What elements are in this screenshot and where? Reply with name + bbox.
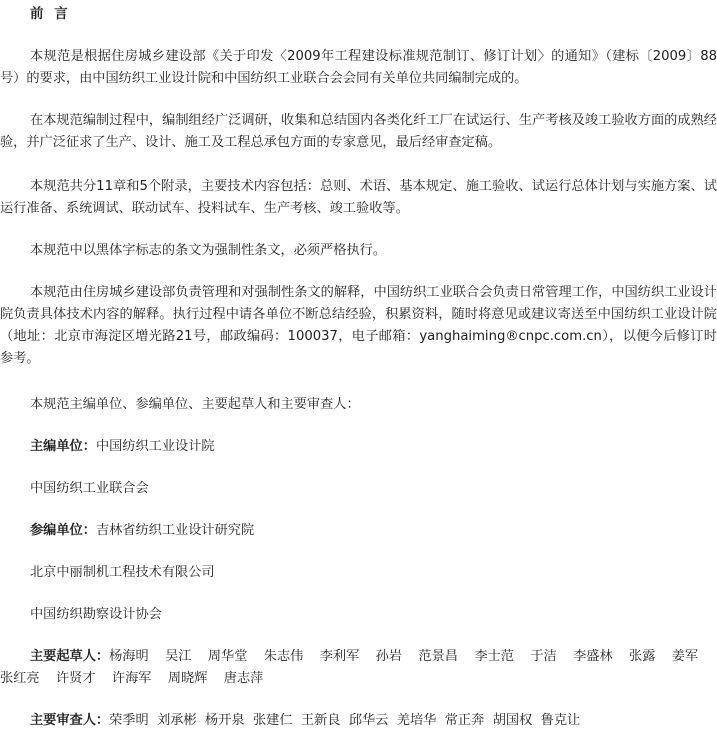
drafters-names: 杨海明 吴江 周华堂 朱志伟 李利军 孙岩 范景昌 李士范 于洁 李盛林 张露 姜军 张红亮 许贤才 许海军 周晓辉 唐志萍 — [0, 649, 715, 686]
paragraph-contents: 本规范共分11章和5个附录，主要技术内容包括：总则、术语、基本规定、施工验收、试运行总体计划与实施方案、试运行准备、系统调试、联动试车、投料试车、生产考核、竣工验收等。 — [0, 179, 717, 216]
reviewers-line — [30, 710, 580, 732]
chief-unit-label: 主编单位： — [30, 439, 96, 454]
chief-unit-line — [30, 436, 215, 458]
paragraph-management: 本规范由住房城乡建设部负责管理和对强制性条文的解释，中国纺织工业联合会负责日常管理工作，中国纺织工业设计院负责具体技术内容的解释。执行过程中请各单位不断总结经验，积累资料，随时将意见或建议寄送至中国纺织工业设计院（地址：北京市海淀区增光路21号，邮政编码：100037，电子邮箱：yanghaiming®cnpc.com.cn），以便今后修订时参考。 — [0, 285, 717, 366]
drafters-label: 主要起草人： — [30, 649, 110, 664]
paragraph-mandatory: 本规范中以黑体字标志的条文为强制性条文，必须严格执行。 — [30, 243, 387, 258]
reviewers-names: 荣季明 刘承彬 杨开泉 张建仁 王新良 邱华云 羌培华 常正奔 胡国权 鲁克让 — [109, 713, 581, 728]
participating-unit-first: 吉林省纺织工业设计研究院 — [95, 523, 255, 538]
document-heading: 前 言 — [30, 6, 71, 22]
reviewers-label: 主要审查人： — [30, 713, 110, 728]
participating-unit-label: 参编单位： — [30, 523, 96, 538]
participating-unit-line — [30, 520, 254, 542]
chief-unit-second: 中国纺织工业联合会 — [30, 481, 149, 496]
paragraph-basis: 本规范是根据住房城乡建设部《关于印发〈2009年工程建设标准规范制订、修订计划〉的通知》（建标〔2009〕88号）的要求，由中国纺织工业设计院和中国纺织工业联合会会同有关单位共同编制完成的。 — [0, 49, 717, 86]
participating-unit-third: 中国纺织勘察设计协会 — [30, 607, 162, 622]
drafters-line — [0, 646, 714, 690]
paragraph-process: 在本规范编制过程中，编制组经广泛调研，收集和总结国内各类化纤工厂在试运行、生产考核及竣工验收方面的成熟经验，并广泛征求了生产、设计、施工及工程总承包方面的专家意见，最后经审查定稿。 — [0, 113, 717, 150]
chief-unit-first: 中国纺织工业设计院 — [95, 439, 215, 454]
paragraph-list-intro: 本规范主编单位、参编单位、主要起草人和主要审查人： — [30, 397, 360, 412]
participating-unit-second: 北京中丽制机工程技术有限公司 — [30, 565, 215, 580]
